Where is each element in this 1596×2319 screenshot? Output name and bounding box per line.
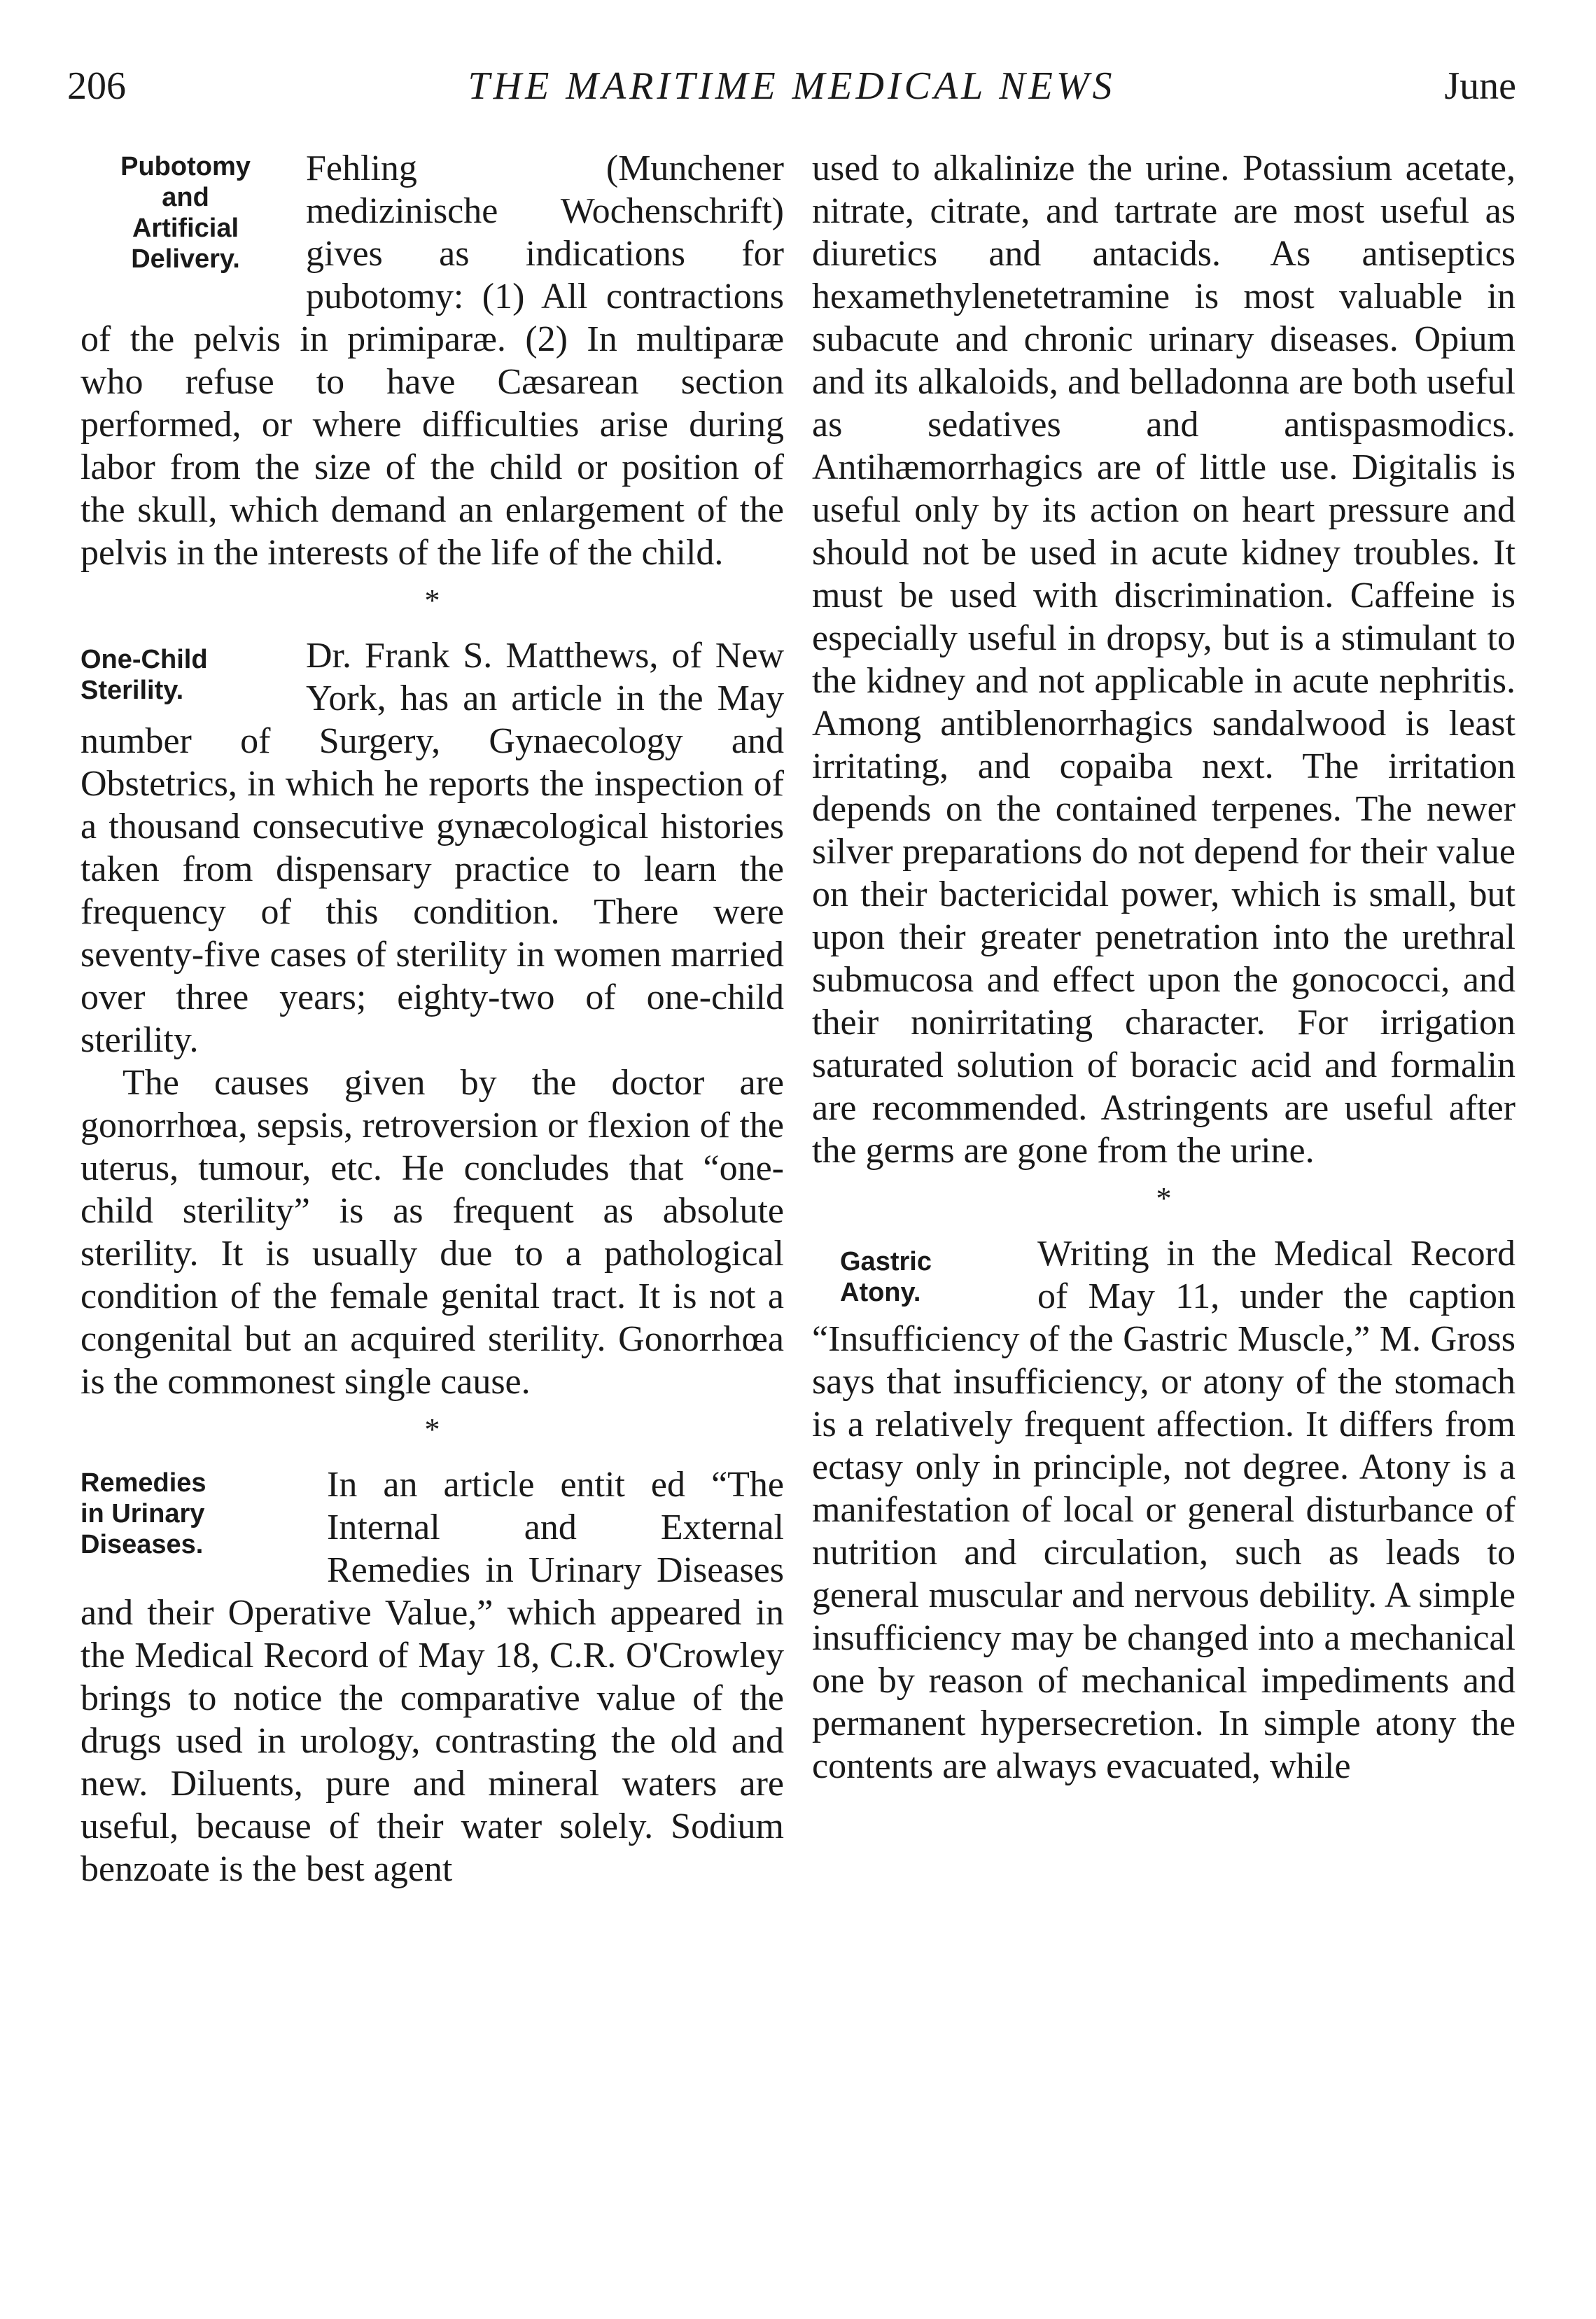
journal-title: THE MARITIME MEDICAL NEWS — [468, 64, 1116, 108]
article-remedies-urinary — [80, 1463, 784, 1890]
section-separator: * — [424, 583, 440, 618]
right-column — [812, 147, 1516, 1788]
article-body: In an article entit ed “The Internal and External Remedies in Urinary Diseases and their Operative Value,” which appeared in the Medical Record of May 18, C.R. O'Crowley brings to notice the comparative value of the drugs used in urology, contrasting the old and new. Diluents, pure and mineral waters are useful, because of their water solely. Sodium benzoate is the best agent — [80, 1465, 784, 1889]
page-header — [67, 55, 1516, 118]
article-one-child-sterility — [80, 634, 784, 1403]
page-number: 206 — [67, 64, 126, 108]
section-separator: * — [1156, 1181, 1172, 1216]
article-pubotomy — [80, 147, 784, 574]
article-body: Writing in the Medical Record of May 11, under the caption “Insufficiency of the Gastric Muscle,” M. Gross says that insufficiency, or atony of the stomach is a relatively frequent affection. It differs from ectasy only in principle, not degree. Atony is a manifestation of local or general disturbance of nutrition and circulation, such as leads to general muscular and nervous debility. A simple insufficiency may be changed into a mechanical one by reason of mechanical impediments and permanent hypersecretion. In simple atony the contents are always evacuated, while — [812, 1234, 1516, 1786]
sidenote-one-child-sterility: One-Child Sterility. — [80, 645, 208, 705]
left-column — [80, 147, 784, 1890]
article-body: The causes given by the doctor are gonorrhœa, sepsis, retroversion or flexion of the uterus, tumour, etc. He concludes that “one-child sterility” is as frequent as absolute sterility. It is usually due to a pathological condition of the female genital tract. It is not a congenital but an acquired sterility. Gonorrhœa is the commonest single cause. — [80, 1063, 784, 1402]
article-gastric-atony — [812, 1232, 1516, 1788]
issue-month: June — [1444, 64, 1516, 108]
sidenote-gastric-atony: Gastric Atony. — [840, 1247, 932, 1307]
section-separator: * — [424, 1412, 440, 1447]
article-body: Dr. Frank S. Matthews, of New York, has an article in the May number of Surgery, Gynaecology and Obstetrics, in which he reports the inspection of a thousand consecutive gynæcological histories taken from dispensary practice to learn the frequency of this condition. There were seventy-five cases of sterility in women married over three years; eighty-two of one-child sterility. — [80, 636, 784, 1060]
sidenote-remedies-urinary: Remedies in Urinary Diseases. — [80, 1468, 206, 1559]
article-body: Fehling (Munchener medizinische Wochenschrift) gives as indications for pubotomy: (1) All contractions of the pelvis in primiparæ. (2) In multiparæ who refuse to have Cæsarean section performed, or where difficulties arise during labor from the size of the child or position of the skull, which demand an enlargement of the pelvis in the interests of the life of the child. — [80, 148, 784, 573]
article-body-continued: used to alkalinize the urine. Potassium acetate, nitrate, citrate, and tartrate are most useful as diuretics and antacids. As antiseptics hexamethylenetetramine is most valuable in subacute and chronic urinary diseases. Opium and its alkaloids, and belladonna are both useful as sedatives and antispasmodics. Antihæmorrhagics are of little use. Digitalis is useful only by its action on heart pressure and should not be used in acute kidney troubles. It must be used with discrimination. Caffeine is especially useful in dropsy, but is a stimulant to the kidney and not applicable in acute nephritis. Among antiblenorrhagics sandalwood is least irritating, and copaiba next. The irritation depends on the contained terpenes. The newer silver preparations do not depend for their value on their bactericidal power, which is small, but upon their greater penetration into the urethral submucosa and effect upon the gonococci, and their nonirritating character. For irrigation saturated solution of boracic acid and formalin are recommended. Astringents are useful after the germs are gone from the urine. — [812, 148, 1516, 1171]
sidenote-pubotomy: Pubotomy and Artificial Delivery. — [120, 152, 251, 274]
